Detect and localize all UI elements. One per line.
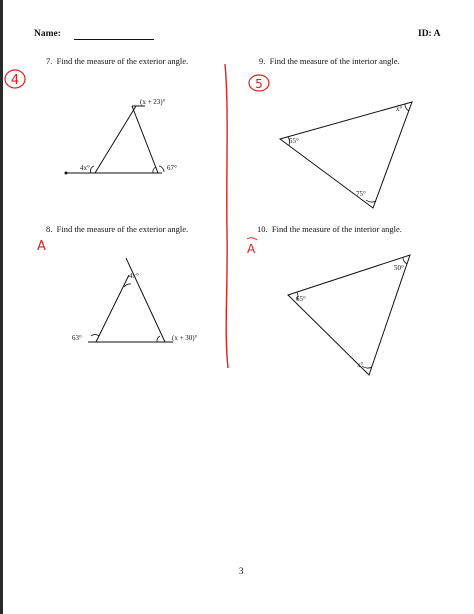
label-10-left: 65°: [296, 295, 306, 303]
question-10-text: Find the measure of the interior angle.: [271, 224, 402, 234]
label-7-left: 4x°: [80, 164, 90, 172]
answer-9-circle: [249, 75, 269, 91]
label-10-bottom: x°: [357, 361, 364, 369]
triangle-7: [65, 98, 178, 175]
answer-9-text: 5: [255, 77, 263, 91]
label-10-top-right: 50°: [394, 264, 404, 272]
answer-10-mark: [247, 238, 257, 256]
triangle-10: [288, 255, 410, 375]
question-9-number: 9.: [259, 56, 266, 66]
triangle-8: [72, 258, 198, 342]
red-divider-line: [225, 64, 228, 368]
page-number: 3: [239, 566, 244, 576]
question-9-text: Find the measure of the interior angle.: [269, 56, 400, 66]
id-label: ID: A: [418, 29, 441, 39]
label-7-right: 67°: [167, 164, 177, 172]
label-9-top-right: x°: [396, 105, 403, 113]
label-7-top: (x + 23)°: [140, 98, 166, 106]
name-label: Name:: [34, 29, 61, 39]
answer-7-text: 4: [10, 73, 20, 88]
answer-8-text: A: [37, 239, 46, 254]
answer-7-circle: [5, 70, 25, 88]
answer-10-overline: [247, 238, 257, 240]
label-8-top: 4x°: [129, 272, 139, 280]
triangle-9: [280, 102, 412, 208]
question-8-number: 8.: [46, 224, 53, 234]
question-7-number: 7.: [46, 56, 53, 66]
answer-10-text: A: [247, 242, 256, 256]
question-10-number: 10.: [257, 224, 268, 234]
label-8-right: (x + 30)°: [172, 334, 198, 342]
question-7-text: Find the measure of the exterior angle.: [56, 56, 189, 66]
label-9-left: 55°: [289, 137, 299, 145]
label-9-bottom: 75°: [356, 190, 366, 198]
label-8-left: 63°: [72, 334, 82, 342]
question-8-text: Find the measure of the exterior angle.: [56, 224, 189, 234]
